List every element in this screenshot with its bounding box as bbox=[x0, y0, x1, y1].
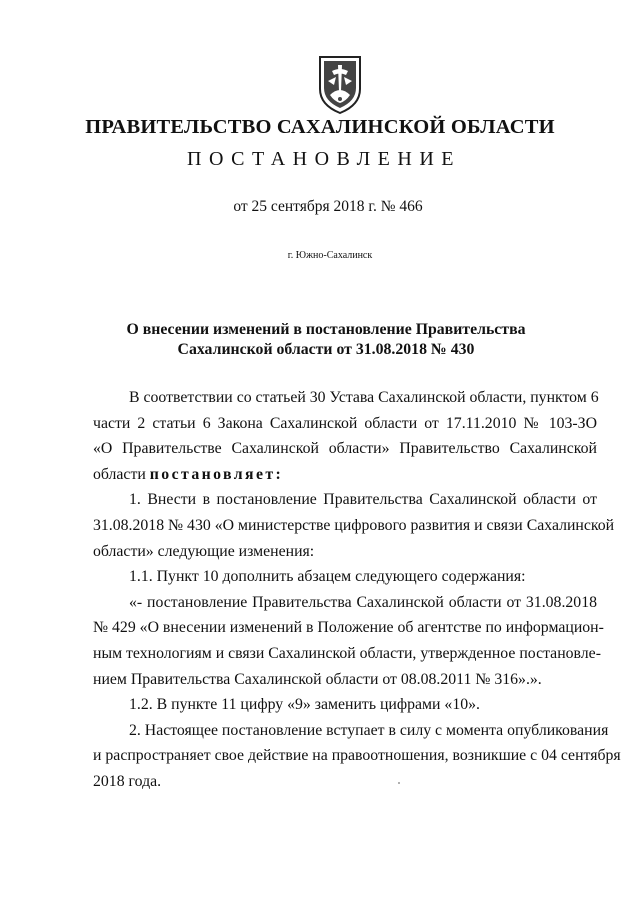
text-line: 2018 года. bbox=[93, 772, 162, 790]
organization-title: ПРАВИТЕЛЬСТВО САХАЛИНСКОЙ ОБЛАСТИ bbox=[85, 116, 555, 138]
text-line: «- постановление Правительства Сахалинской области от 31.08.2018 bbox=[129, 593, 597, 611]
subject-line: О внесении изменений в постановление Правительства bbox=[126, 321, 526, 338]
text-line: ным технологиям и связи Сахалинской области, утвержденное постановле- bbox=[93, 644, 601, 662]
text-line: 1.2. В пункте 11 цифру «9» заменить цифрами «10». bbox=[129, 696, 480, 714]
paragraph-quoted-text bbox=[93, 590, 604, 692]
text-line: и распространяет свое действие на правоотношения, возникшие с 04 сентября bbox=[93, 747, 621, 765]
text-line: нием Правительства Сахалинской области от 08.08.2011 № 316».». bbox=[93, 670, 542, 688]
document-body bbox=[93, 385, 621, 795]
text-line: 31.08.2018 № 430 «О министерстве цифрового развития и связи Сахалинской bbox=[93, 516, 615, 534]
scan-speck bbox=[398, 782, 400, 784]
text-line: «О Правительстве Сахалинской области» Правительство Сахалинской bbox=[93, 440, 597, 458]
text-line bbox=[93, 462, 597, 488]
paragraph-item-1-1 bbox=[93, 564, 597, 590]
text-line: 1. Внести в постановление Правительства Сахалинской области от bbox=[129, 491, 597, 509]
document-city: г. Южно-Сахалинск bbox=[287, 250, 373, 261]
sakhalin-coat-of-arms-icon bbox=[316, 55, 364, 115]
text-line: 1.1. Пункт 10 дополнить абзацем следующего содержания: bbox=[129, 568, 526, 586]
text-line: части 2 статьи 6 Закона Сахалинской области от 17.11.2010 № 103-ЗО bbox=[93, 414, 597, 432]
text-line: области» следующие изменения: bbox=[93, 542, 315, 560]
document-subject bbox=[0, 320, 640, 360]
text-line: № 429 «О внесении изменений в Положение об агентстве по информацион- bbox=[93, 619, 604, 637]
text-line: В соответствии со статьей 30 Устава Сахалинской области, пунктом 6 bbox=[129, 389, 599, 406]
paragraph-preamble bbox=[93, 385, 597, 487]
paragraph-item-2 bbox=[93, 718, 621, 795]
paragraph-item-1-2 bbox=[93, 692, 597, 718]
subject-line: Сахалинской области от 31.08.2018 № 430 bbox=[177, 341, 475, 358]
text-line: 2. Настоящее постановление вступает в силу с момента опубликования bbox=[129, 721, 609, 739]
document-type: ПОСТАНОВЛЕНИЕ bbox=[187, 148, 461, 170]
paragraph-item-1 bbox=[93, 487, 615, 564]
resolution-keyword: постановляет: bbox=[149, 465, 284, 483]
document-date-number: от 25 сентября 2018 г. № 466 bbox=[233, 198, 423, 215]
text-fragment: области bbox=[93, 465, 150, 483]
